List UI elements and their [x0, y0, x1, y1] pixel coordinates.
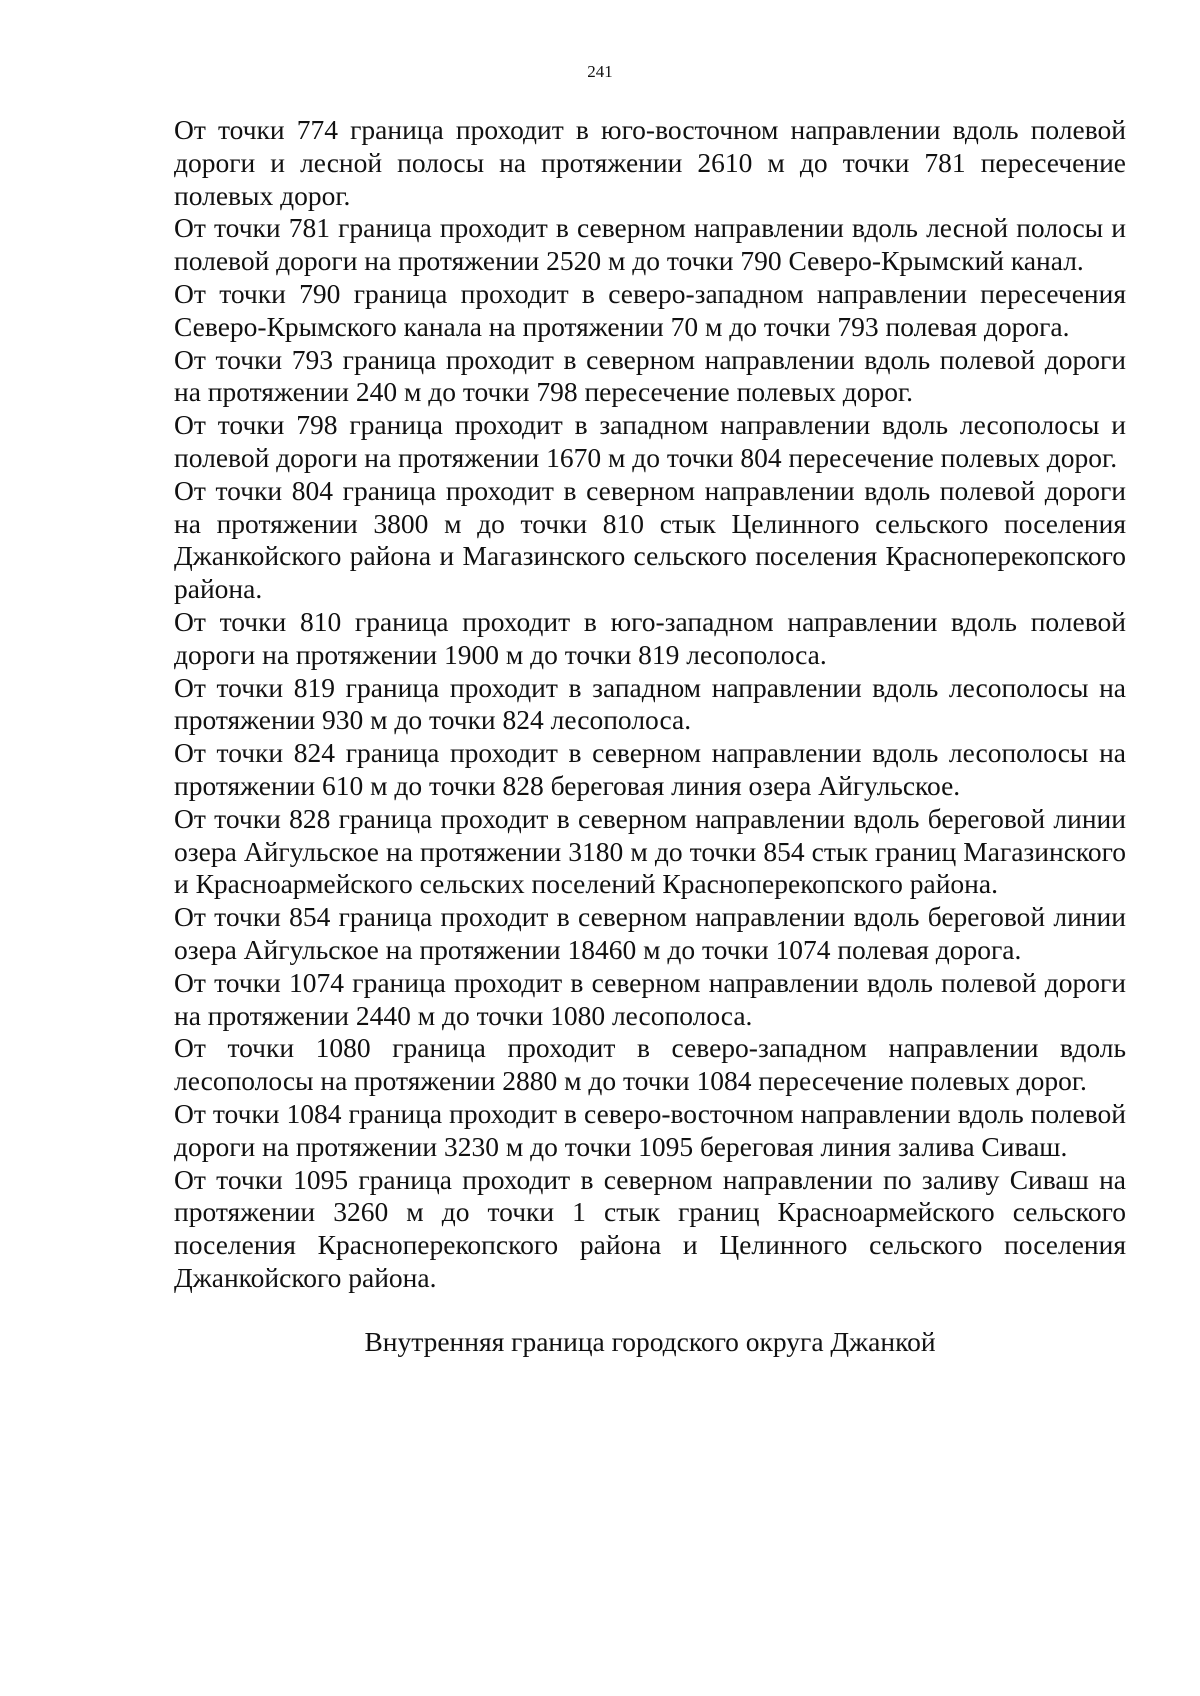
paragraph-804: От точки 804 граница проходит в северном направлении вдоль полевой дороги на протяжении 3800 м до точки 810 стык Целинного сельского поселения Джанкойского района и Магазинского сельского поселения Красноперекопского района. — [174, 474, 1126, 605]
paragraph-828: От точки 828 граница проходит в северном направлении вдоль береговой линии озера Айгульское на протяжении 3180 м до точки 854 стык границ Магазинского и Красноармейского сельских поселений Красноперекопского района. — [174, 802, 1126, 900]
paragraph-790: От точки 790 граница проходит в северо-западном направлении пересечения Северо-Крымского канала на протяжении 70 м до точки 793 полевая дорога. — [174, 277, 1126, 342]
paragraph-793: От точки 793 граница проходит в северном направлении вдоль полевой дороги на протяжении 240 м до точки 798 пересечение полевых дорог. — [174, 343, 1126, 408]
paragraph-1074: От точки 1074 граница проходит в северном направлении вдоль полевой дороги на протяжении 2440 м до точки 1080 лесополоса. — [174, 966, 1126, 1031]
paragraph-774: От точки 774 граница проходит в юго-восточном направлении вдоль полевой дороги и лесной полосы на протяжении 2610 м до точки 781 пересечение полевых дорог. — [174, 114, 1126, 211]
paragraph-824: От точки 824 граница проходит в северном направлении вдоль лесополосы на протяжении 610 м до точки 828 береговая линия озера Айгульское. — [174, 737, 1126, 801]
paragraph-810: От точки 810 граница проходит в юго-западном направлении вдоль полевой дороги на протяжении 1900 м до точки 819 лесополоса. — [174, 605, 1126, 670]
document-body — [174, 114, 1126, 1358]
paragraph-1084: От точки 1084 граница проходит в северо-восточном направлении вдоль полевой дороги на протяжении 3230 м до точки 1095 береговая линия залива Сиваш. — [174, 1097, 1126, 1162]
paragraph-819: От точки 819 граница проходит в западном направлении вдоль лесополосы на протяжении 930 м до точки 824 лесополоса. — [174, 671, 1126, 736]
paragraph-781: От точки 781 граница проходит в северном направлении вдоль лесной полосы и полевой дороги на протяжении 2520 м до точки 790 Северо-Крымский канал. — [174, 212, 1126, 277]
paragraph-798: От точки 798 граница проходит в западном направлении вдоль лесополосы и полевой дороги на протяжении 1670 м до точки 804 пересечение полевых дорог. — [174, 409, 1126, 473]
section-heading: Внутренняя граница городского округа Джанкой — [364, 1325, 936, 1357]
page-number: 241 — [587, 62, 613, 81]
paragraph-854: От точки 854 граница проходит в северном направлении вдоль береговой линии озера Айгульское на протяжении 18460 м до точки 1074 полевая дорога. — [174, 901, 1126, 965]
paragraph-1095: От точки 1095 граница проходит в северном направлении по заливу Сиваш на протяжении 3260 м до точки 1 стык границ Красноармейского сельского поселения Красноперекопского района и Целинного сельского поселения Джанкойского района. — [174, 1163, 1126, 1293]
paragraph-1080: От точки 1080 граница проходит в северо-западном направлении вдоль лесополосы на протяжении 2880 м до точки 1084 пересечение полевых дорог. — [174, 1032, 1126, 1097]
